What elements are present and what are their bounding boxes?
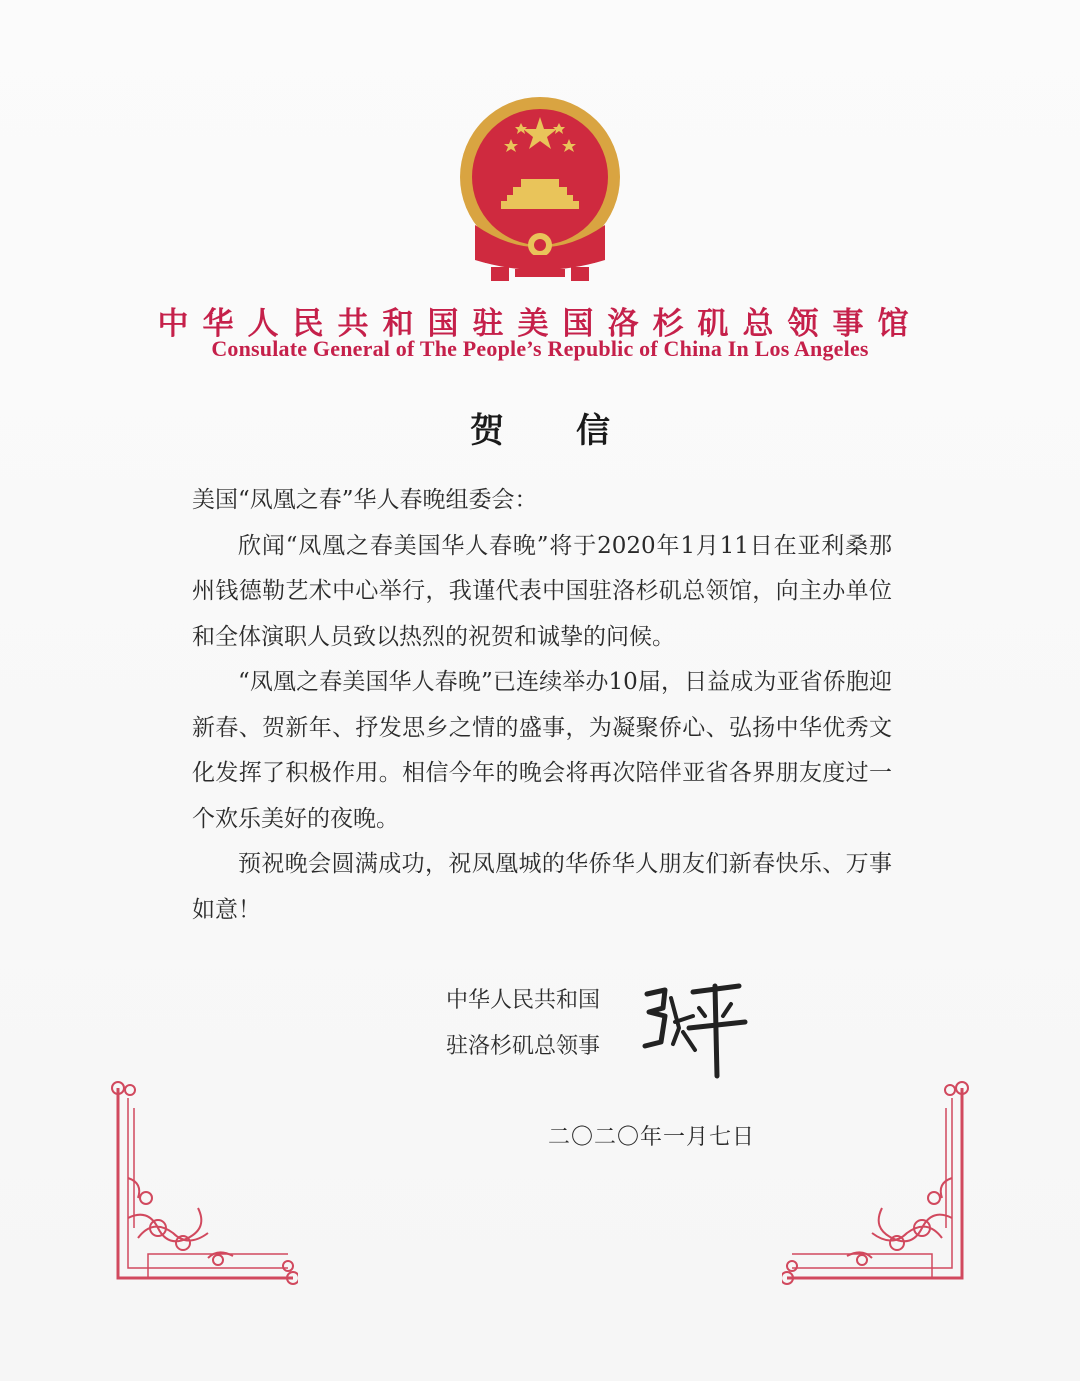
letter-body (192, 478, 892, 933)
salutation: 美国“凤凰之春”华人春晚组委会： (192, 487, 538, 513)
paragraph: 欣闻“凤凰之春美国华人春晚”将于2020年1月11日在亚利桑那州钱德勒艺术中心举行，我谨代表中国驻洛杉矶总领馆，向主办单位和全体演职人员致以热烈的祝贺和诚挚的问候。 (192, 532, 892, 650)
national-emblem-icon (455, 95, 625, 285)
floral-corner-ornament-icon (98, 1078, 298, 1288)
consulate-name-cn: 中华人民共和国驻美国洛杉矶总领事馆 (157, 306, 923, 342)
handwritten-signature (635, 972, 750, 1082)
signatory-line-2: 驻洛杉矶总领事 (446, 1034, 601, 1059)
floral-corner-ornament-icon (782, 1078, 982, 1288)
signatory-block (446, 978, 600, 1070)
letter-date: 二〇二〇年一月七日 (548, 1125, 756, 1150)
paragraph: 预祝晚会圆满成功，祝凤凰城的华侨华人朋友们新春快乐、万事如意！ (192, 851, 892, 923)
consulate-name-en: Consulate General of The People’s Republic of China In Los Angeles (211, 336, 869, 361)
letter-title: 贺信 (470, 411, 682, 451)
signatory-line-1: 中华人民共和国 (446, 988, 601, 1013)
paragraph: “凤凰之春美国华人春晚”已连续举办10届，日益成为亚省侨胞迎新春、贺新年、抒发思乡之情的盛事，为凝聚侨心、弘扬中华优秀文化发挥了积极作用。相信今年的晚会将再次陪伴亚省各界朋友度过一个欢乐美好的夜晚。 (192, 669, 892, 832)
